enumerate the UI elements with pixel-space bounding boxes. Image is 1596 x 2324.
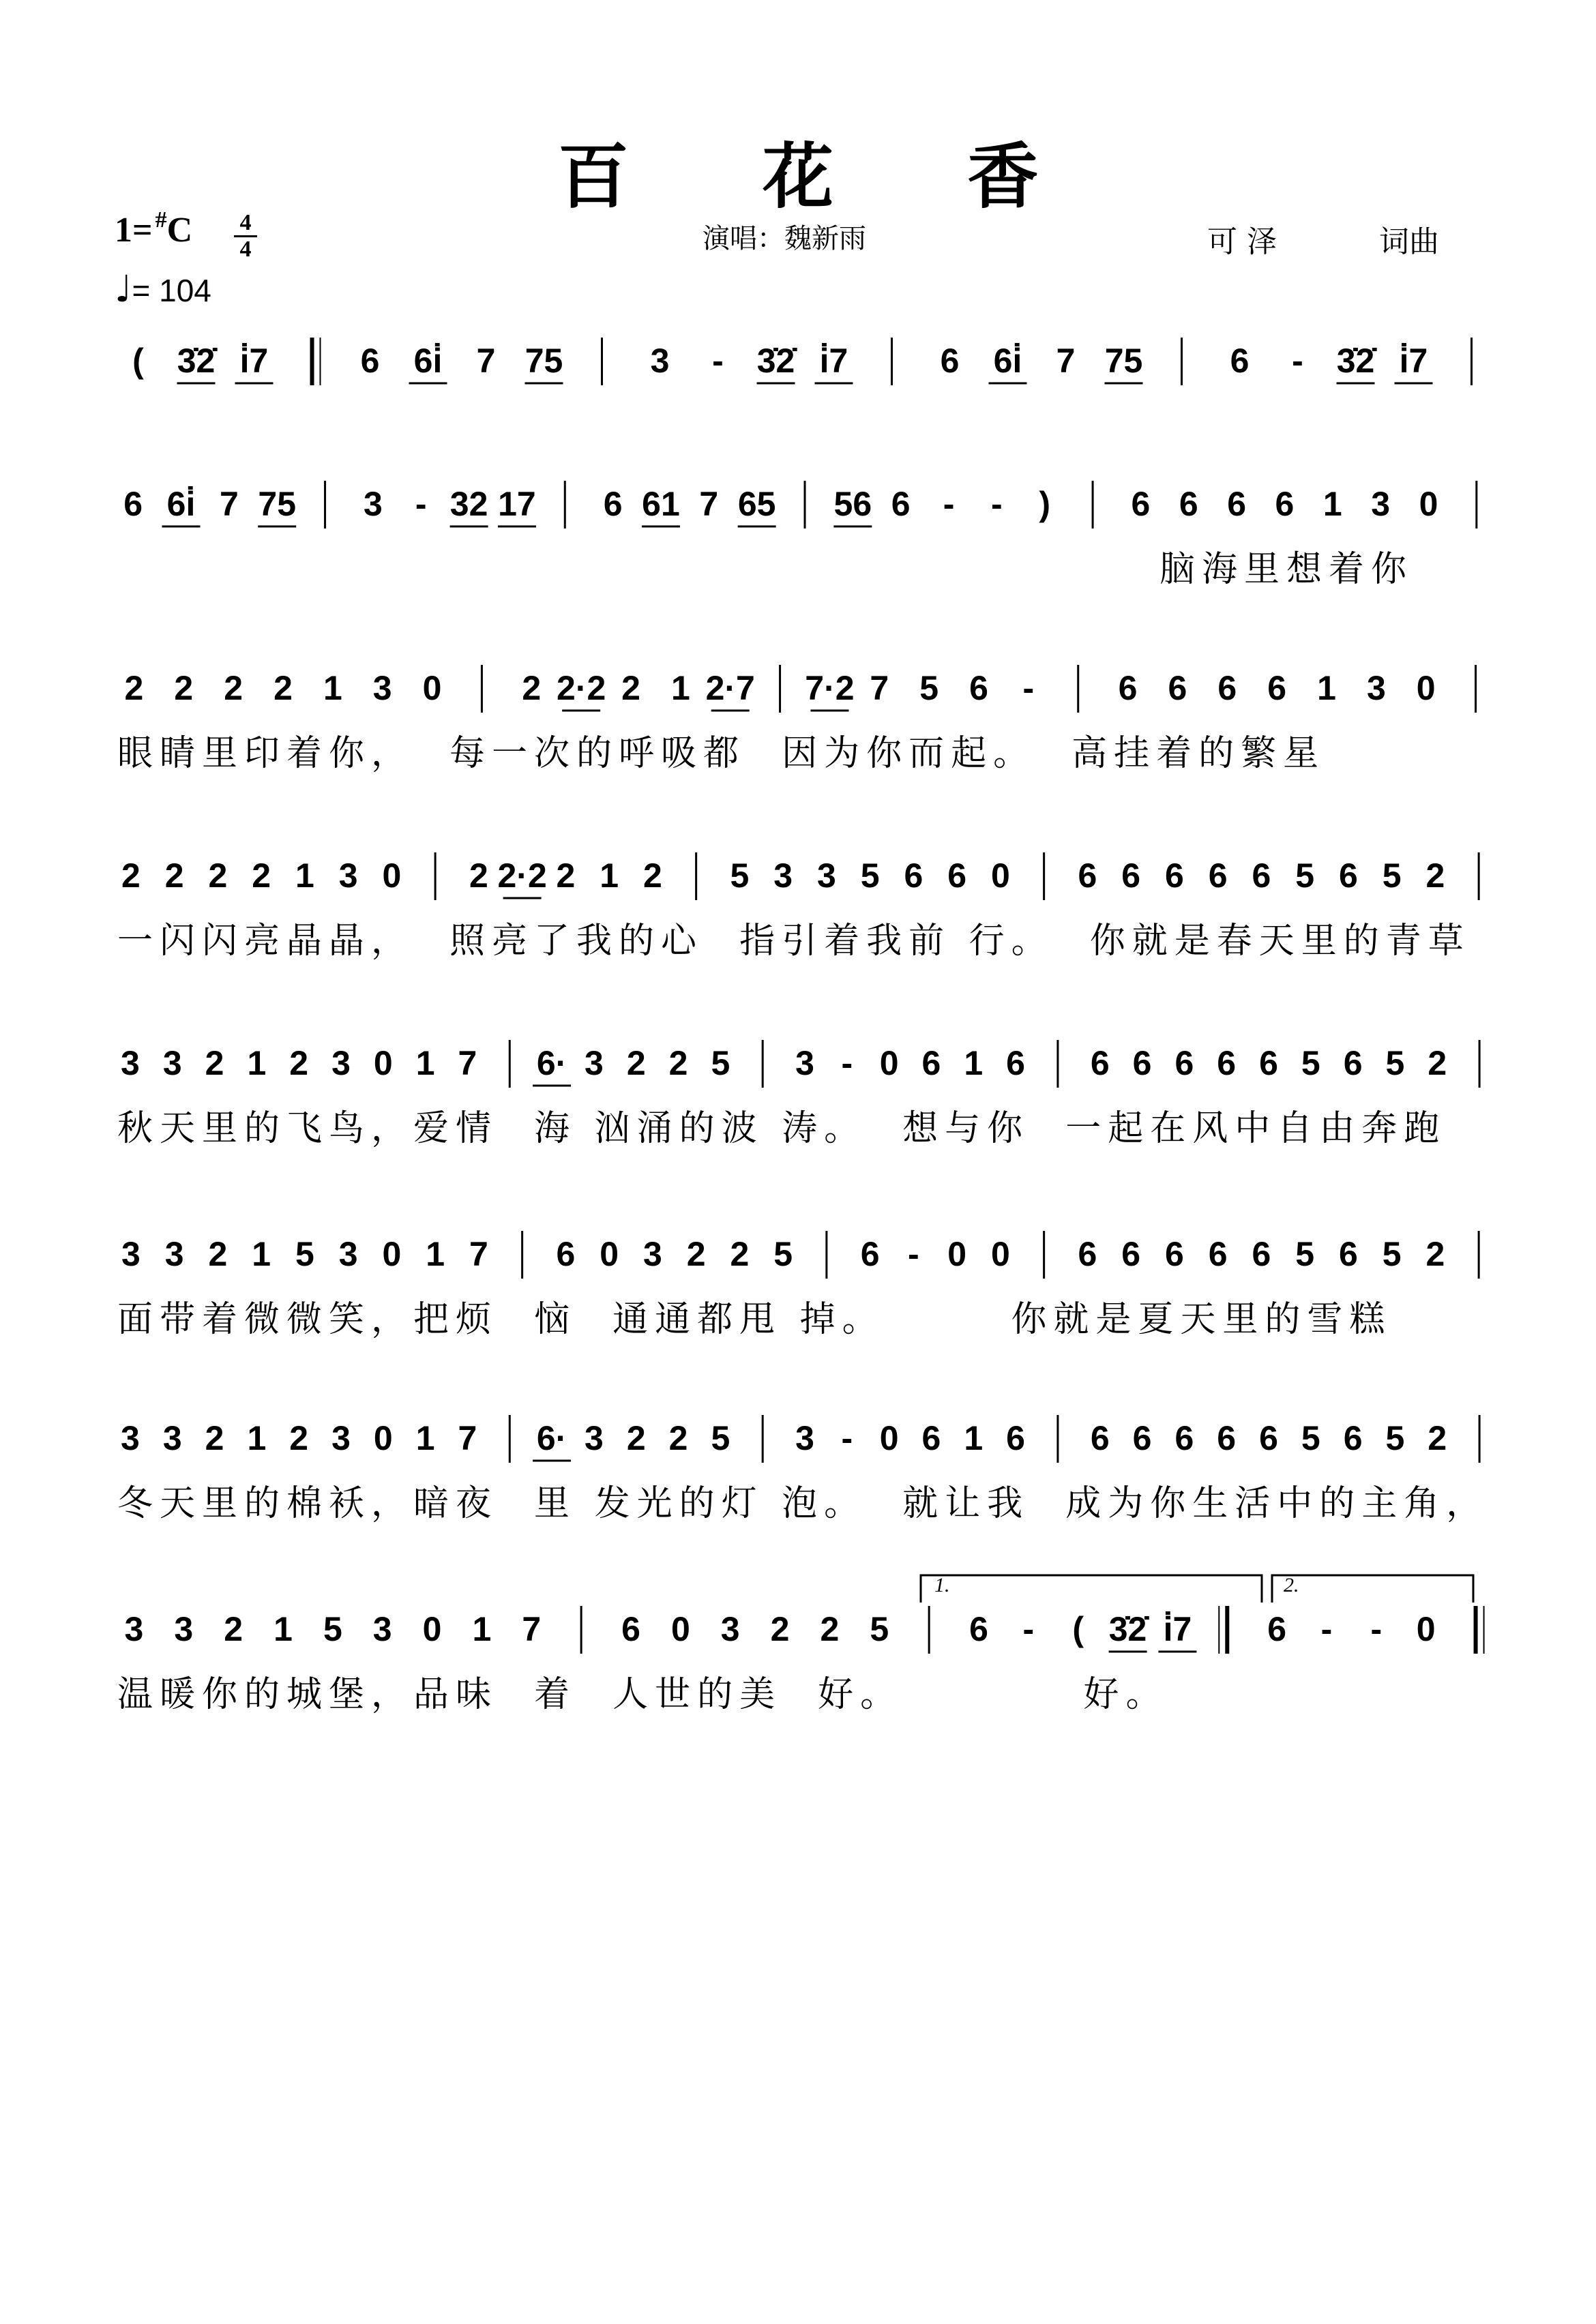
note: 6 xyxy=(1006,1044,1025,1082)
note: 2 xyxy=(686,1235,706,1273)
note: 5 xyxy=(323,1610,342,1648)
sharp-sign: # xyxy=(155,207,167,233)
note: 6 xyxy=(1078,1235,1097,1273)
note: 0 xyxy=(879,1419,899,1457)
note: 6 xyxy=(1121,1235,1141,1273)
note-line xyxy=(109,648,1501,716)
note: i̇7 xyxy=(1399,342,1428,380)
note: - xyxy=(1022,1610,1035,1648)
note: 6 xyxy=(1179,485,1198,523)
note-line xyxy=(109,464,1501,532)
note: 2 xyxy=(1425,856,1445,895)
note: ( xyxy=(1072,1610,1084,1648)
note: - xyxy=(991,485,1003,523)
note: 1 xyxy=(295,856,314,895)
note: 7 xyxy=(870,669,889,707)
note: - xyxy=(841,1419,853,1457)
note: 6 xyxy=(1168,669,1187,707)
staff-row xyxy=(109,1398,1501,1524)
note: i̇7 xyxy=(239,342,269,380)
note: 3 xyxy=(338,856,358,895)
note: 6 xyxy=(123,485,143,523)
note: 6 xyxy=(1343,1419,1363,1457)
note: 3 xyxy=(121,1419,140,1457)
note: 7 xyxy=(699,485,719,523)
note: 0 xyxy=(879,1044,899,1082)
note: 3 xyxy=(720,1610,740,1648)
note: 2 xyxy=(642,856,662,895)
note-line xyxy=(109,1214,1501,1282)
note: - xyxy=(1292,342,1303,380)
note: 6 xyxy=(1267,1610,1287,1648)
note: 7 xyxy=(469,1235,488,1273)
note: 2 xyxy=(1428,1419,1447,1457)
note: 6 xyxy=(1131,485,1151,523)
note: 5 xyxy=(1301,1419,1320,1457)
note: 2·2 xyxy=(557,669,606,707)
note-line xyxy=(109,835,1501,904)
note: 6 xyxy=(1208,856,1228,895)
note: 75 xyxy=(258,485,297,523)
note: 0 xyxy=(947,1235,967,1273)
composer-name: 可 泽 xyxy=(1207,224,1277,259)
note: 3 xyxy=(121,1235,141,1273)
note: 6 xyxy=(1338,856,1358,895)
note: 6 xyxy=(1208,1235,1228,1273)
note: 6 xyxy=(904,856,923,895)
note: 6 xyxy=(1275,485,1295,523)
note: 5 xyxy=(711,1419,730,1457)
note: 56 xyxy=(833,485,872,523)
note: 2 xyxy=(252,856,271,895)
note: 3 xyxy=(1371,485,1391,523)
note: 6 xyxy=(360,342,380,380)
note: 2 xyxy=(164,856,184,895)
note: 2 xyxy=(770,1610,790,1648)
staff-row xyxy=(109,1023,1501,1149)
note: 6i̇ xyxy=(413,342,443,380)
note: 6 xyxy=(1121,856,1141,895)
note: 2 xyxy=(208,1235,228,1273)
note: 6 xyxy=(940,342,960,380)
note: 1 xyxy=(600,856,619,895)
key-signature xyxy=(115,207,193,250)
note: 1 xyxy=(415,1044,435,1082)
note: 5 xyxy=(773,1235,793,1273)
note: 1 xyxy=(274,1610,293,1648)
note: - xyxy=(908,1235,919,1273)
staff-row xyxy=(109,1214,1501,1340)
note: 6 xyxy=(1343,1044,1363,1082)
note: 0 xyxy=(600,1235,619,1273)
lyric-line: 秋天里的飞鸟，爱情 海 汹涌的波 涛。 想与你 一起在风中自由奔跑 xyxy=(117,1108,1447,1149)
note: 6 xyxy=(1118,669,1138,707)
note: 1 xyxy=(472,1610,492,1648)
note: 3 xyxy=(162,1044,182,1082)
note: - xyxy=(1320,1610,1333,1648)
staff-row xyxy=(109,648,1501,774)
note-line xyxy=(109,321,1501,389)
note: 7 xyxy=(458,1419,477,1457)
note: 5 xyxy=(860,856,880,895)
note: 2·7 xyxy=(705,669,755,707)
note: 2 xyxy=(522,669,542,707)
note: 6 xyxy=(1078,856,1097,895)
note: 6 xyxy=(860,1235,880,1273)
note: 6 xyxy=(1090,1044,1110,1082)
note: 2 xyxy=(621,669,640,707)
note: 0 xyxy=(373,1419,393,1457)
note: 6 xyxy=(891,485,911,523)
note: 6· xyxy=(536,1044,567,1082)
note: - xyxy=(415,485,427,523)
note: 3 xyxy=(363,485,383,523)
key-prefix: 1= xyxy=(115,211,153,250)
note: 3 xyxy=(331,1419,351,1457)
note: 6 xyxy=(1217,1044,1237,1082)
note: 17 xyxy=(498,485,536,523)
note: 0 xyxy=(990,856,1010,895)
note: 6 xyxy=(1267,669,1287,707)
note: 75 xyxy=(524,342,563,380)
note: 6i̇ xyxy=(993,342,1022,380)
note: 5 xyxy=(1385,1044,1405,1082)
note: 65 xyxy=(737,485,776,523)
note: 6 xyxy=(1090,1419,1110,1457)
note: 6 xyxy=(1164,1235,1184,1273)
note: 0 xyxy=(422,669,442,707)
note: 5 xyxy=(1295,1235,1315,1273)
note: 7 xyxy=(522,1610,542,1648)
note: 3̇2̇ xyxy=(1108,1610,1147,1648)
note: 0 xyxy=(422,1610,442,1648)
note: 3 xyxy=(162,1419,182,1457)
note: 0 xyxy=(990,1235,1010,1273)
note: 7 xyxy=(219,485,239,523)
note: 5 xyxy=(1382,1235,1402,1273)
note: - xyxy=(1022,669,1035,707)
note: 3 xyxy=(795,1419,814,1457)
note: 7 xyxy=(458,1044,477,1082)
note: 3 xyxy=(372,669,392,707)
note: 2 xyxy=(668,1419,688,1457)
note: 6i̇ xyxy=(166,485,196,523)
note: ) xyxy=(1039,485,1051,523)
note: 2 xyxy=(626,1419,646,1457)
note: 3 xyxy=(372,1610,392,1648)
composer-role: 词曲 xyxy=(1379,224,1439,259)
note: i̇7 xyxy=(1163,1610,1192,1648)
note: 6 xyxy=(1174,1419,1194,1457)
note: 2 xyxy=(205,1419,224,1457)
tempo-value: = 104 xyxy=(132,273,211,308)
time-bottom: 4 xyxy=(239,237,252,262)
note: 6 xyxy=(603,485,623,523)
note: 2 xyxy=(205,1044,224,1082)
note: 32 xyxy=(449,485,488,523)
lyric-line: 温暖你的城堡，品味 着 人世的美 好。 好。 xyxy=(117,1674,1168,1715)
note: 6 xyxy=(1252,1235,1271,1273)
note: 3 xyxy=(1366,669,1386,707)
note: 1 xyxy=(415,1419,435,1457)
note: 6 xyxy=(1259,1044,1278,1082)
note: ( xyxy=(132,342,144,380)
note: 1 xyxy=(247,1419,267,1457)
time-top: 4 xyxy=(239,210,252,235)
note: 3 xyxy=(331,1044,351,1082)
note: 3̇2̇ xyxy=(756,342,795,380)
note: 2 xyxy=(124,669,144,707)
note: 3̇2̇ xyxy=(1336,342,1375,380)
note: 6 xyxy=(1217,1419,1237,1457)
note: 0 xyxy=(1416,669,1436,707)
note: - xyxy=(841,1044,853,1082)
note: 1 xyxy=(247,1044,267,1082)
volta-first: 1. xyxy=(934,1574,950,1596)
note: 5 xyxy=(1295,856,1315,895)
note: 3 xyxy=(773,856,793,895)
note: 6 xyxy=(969,1610,988,1648)
note: 3 xyxy=(174,1610,194,1648)
note-line xyxy=(109,1398,1501,1466)
note: 1 xyxy=(964,1044,984,1082)
staff-row xyxy=(109,464,1501,590)
note: 6 xyxy=(1338,1235,1358,1273)
note: 6 xyxy=(1217,669,1237,707)
note: 0 xyxy=(670,1610,690,1648)
note: 5 xyxy=(1301,1044,1320,1082)
time-signature xyxy=(232,211,259,261)
note-line xyxy=(109,1589,1501,1657)
key-note: C xyxy=(166,211,193,250)
note: 6 xyxy=(1164,856,1184,895)
note: 3 xyxy=(816,856,836,895)
note: 3 xyxy=(124,1610,144,1648)
note-line xyxy=(109,1023,1501,1091)
composer-credit xyxy=(1207,217,1439,260)
note: 2 xyxy=(668,1044,688,1082)
note: 2 xyxy=(1428,1044,1447,1082)
note: 6 xyxy=(1252,856,1271,895)
note: 6 xyxy=(1227,485,1246,523)
note: 3 xyxy=(650,342,670,380)
note: 5 xyxy=(295,1235,314,1273)
note: 75 xyxy=(1104,342,1143,380)
staff-row xyxy=(109,835,1501,962)
note: 2 xyxy=(730,1235,750,1273)
note: 5 xyxy=(730,856,750,895)
note: 3 xyxy=(795,1044,814,1082)
note: 2 xyxy=(626,1044,646,1082)
note: 6 xyxy=(1230,342,1250,380)
note: 6 xyxy=(921,1044,941,1082)
note: 6 xyxy=(1132,1044,1152,1082)
lyric-line: 一闪闪亮晶晶， 照亮了我的心 指引着我前 行。 你就是春天里的青草 xyxy=(117,921,1471,962)
note: 6 xyxy=(621,1610,640,1648)
note: 6 xyxy=(1174,1044,1194,1082)
singer-credit: 演唱：魏新雨 xyxy=(703,223,866,254)
note: 2 xyxy=(174,669,194,707)
note: 7 xyxy=(1056,342,1076,380)
note: 6 xyxy=(1132,1419,1152,1457)
note: 6 xyxy=(1259,1419,1278,1457)
quarter-note-icon: ♩ xyxy=(115,267,132,310)
note: 2 xyxy=(820,1610,840,1648)
note: 3 xyxy=(585,1044,604,1082)
note: 3 xyxy=(338,1235,358,1273)
note: 1 xyxy=(964,1419,984,1457)
note: 6· xyxy=(536,1419,567,1457)
note: 2·2 xyxy=(497,856,547,895)
note: 6 xyxy=(969,669,988,707)
note: 0 xyxy=(1419,485,1438,523)
lyric-line: 眼睛里印着你， 每一次的呼吸都 因为你而起。 高挂着的繁星 xyxy=(117,733,1326,774)
volta-second: 2. xyxy=(1284,1574,1299,1596)
note: 2 xyxy=(1425,1235,1445,1273)
note: 0 xyxy=(382,856,402,895)
note: 2 xyxy=(556,856,576,895)
note: 3 xyxy=(642,1235,662,1273)
note: 7 xyxy=(476,342,496,380)
note: 1 xyxy=(1322,485,1342,523)
note: 3̇2̇ xyxy=(177,342,216,380)
song-title: 百 花 香 xyxy=(557,134,1093,218)
note: 3 xyxy=(164,1235,184,1273)
note: 2 xyxy=(289,1044,309,1082)
staff-row xyxy=(109,321,1501,409)
note: 2 xyxy=(224,669,243,707)
lyric-line: 冬天里的棉袄，暗夜 里 发光的灯 泡。 就让我 成为你生活中的主角， xyxy=(117,1483,1489,1524)
note: - xyxy=(943,485,955,523)
staff-row xyxy=(109,1574,1501,1715)
note: 6 xyxy=(947,856,967,895)
note: 2 xyxy=(224,1610,243,1648)
note: 3 xyxy=(121,1044,140,1082)
note: i̇7 xyxy=(819,342,848,380)
note: - xyxy=(1370,1610,1383,1648)
note: 2 xyxy=(289,1419,309,1457)
note: 3 xyxy=(585,1419,604,1457)
lyric-line: 脑海里想着你 xyxy=(1159,549,1414,590)
note: 6 xyxy=(1006,1419,1025,1457)
note: 0 xyxy=(382,1235,402,1273)
note: 2 xyxy=(208,856,228,895)
note: 1 xyxy=(426,1235,445,1273)
tempo-marking xyxy=(115,267,211,310)
note: 1 xyxy=(1317,669,1336,707)
note: 7·2 xyxy=(805,669,855,707)
note: - xyxy=(712,342,724,380)
note: 0 xyxy=(373,1044,393,1082)
note: 5 xyxy=(919,669,939,707)
note: 5 xyxy=(1382,856,1402,895)
note: 0 xyxy=(1416,1610,1436,1648)
note: 5 xyxy=(711,1044,730,1082)
note: 2 xyxy=(121,856,141,895)
note: 1 xyxy=(670,669,690,707)
note: 2 xyxy=(469,856,488,895)
note: 61 xyxy=(642,485,680,523)
note: 5 xyxy=(1385,1419,1405,1457)
note: 1 xyxy=(252,1235,271,1273)
note: 2 xyxy=(274,669,293,707)
note: 1 xyxy=(323,669,342,707)
note: 5 xyxy=(870,1610,889,1648)
note: 6 xyxy=(921,1419,941,1457)
lyric-line: 面带着微微笑，把烦 恼 通通都甩 掉。 你就是夏天里的雪糕 xyxy=(117,1299,1392,1340)
note: 6 xyxy=(556,1235,576,1273)
